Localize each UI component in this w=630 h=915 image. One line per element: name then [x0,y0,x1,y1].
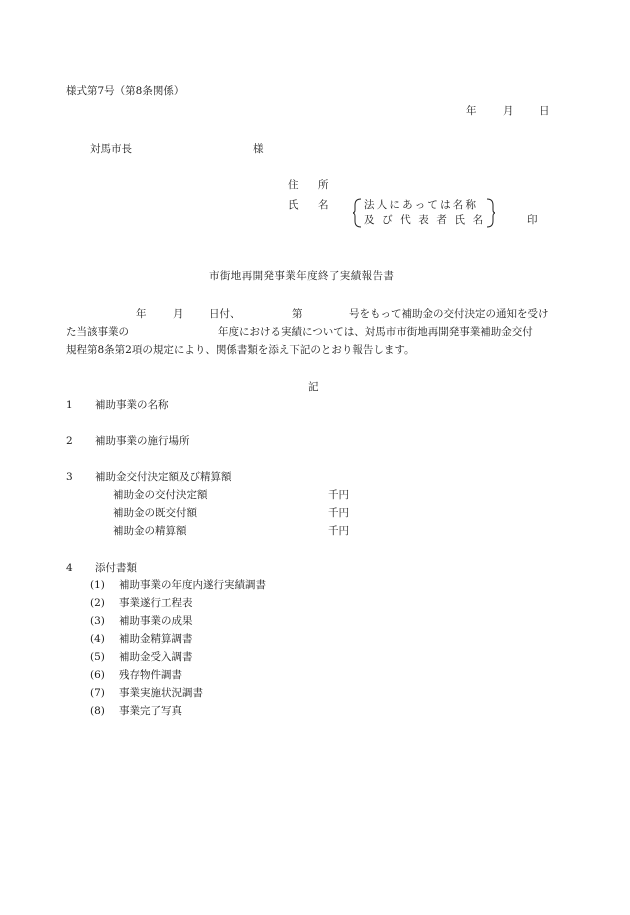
attachment-number: (7) [90,687,105,699]
ki-heading: 記 [308,381,319,393]
attachment-label: 事業実施状況調書 [119,687,203,699]
body-day-suffix: 日付、 [209,308,241,320]
attachment-number: (3) [90,615,105,627]
attachment-label: 補助事業の成果 [119,615,193,627]
attachment-number: (5) [90,651,105,663]
body-number-prefix: 第 [292,308,303,320]
form-number: 様式第7号（第8条関係） [66,85,185,97]
body-line2-start: た当該事業の [66,326,129,338]
body-year: 年 [136,308,147,320]
attachment-label: 事業完了写真 [119,705,182,717]
section-number: 3 [66,471,73,483]
body-line3: 規程第8条第2項の規定により、関係書類を添え下記のとおり報告します。 [66,344,415,356]
attachment-number: (1) [90,579,105,591]
date-year-label: 年 [466,105,477,117]
section-number: 1 [66,399,73,411]
attachment-number: (2) [90,597,105,609]
address-label-char-1: 住 [288,179,299,191]
amount-row-unit: 千円 [328,525,349,537]
document-title: 市街地再開発事業年度終了実績報告書 [209,270,395,282]
corporate-note-line1: 法人にあっては名称 [364,199,479,211]
name-label-char-1: 氏 [288,199,299,211]
amount-row-label: 補助金の精算額 [113,525,187,537]
corporate-note-line2: 及び代表者氏名 [364,214,491,226]
attachment-number: (8) [90,705,105,717]
section-label: 補助事業の施行場所 [95,435,190,447]
address-label-char-2: 所 [318,179,329,191]
amount-row-label: 補助金の既交付額 [113,507,197,519]
attachment-number: (6) [90,669,105,681]
section-label: 補助金交付決定額及び精算額 [95,471,232,483]
amount-row-label: 補助金の交付決定額 [113,489,208,501]
attachment-label: 補助事業の年度内遂行実績調書 [119,579,266,591]
date-month-label: 月 [503,105,514,117]
attachment-label: 補助金受入調書 [119,651,193,663]
seal-mark: 印 [527,214,538,226]
body-line2-rest: 年度における実績については、対馬市市街地再開発事業補助金交付 [218,326,533,338]
section-label: 補助事業の名称 [95,399,169,411]
addressee-name: 対馬市長 [90,143,132,155]
addressee-honorific: 様 [253,143,264,155]
section-label: 添付書類 [95,562,137,574]
body-month: 月 [173,308,184,320]
amount-row-unit: 千円 [328,489,349,501]
amount-row-unit: 千円 [328,507,349,519]
attachment-label: 残存物件調書 [119,669,182,681]
body-line1-rest: 号をもって補助金の交付決定の通知を受け [349,308,549,320]
name-label-char-2: 名 [318,199,329,211]
attachment-number: (4) [90,633,105,645]
attachment-label: 事業遂行工程表 [119,597,193,609]
section-number: 4 [66,562,73,574]
date-day-label: 日 [539,105,550,117]
section-number: 2 [66,435,73,447]
attachment-label: 補助金精算調書 [119,633,193,645]
